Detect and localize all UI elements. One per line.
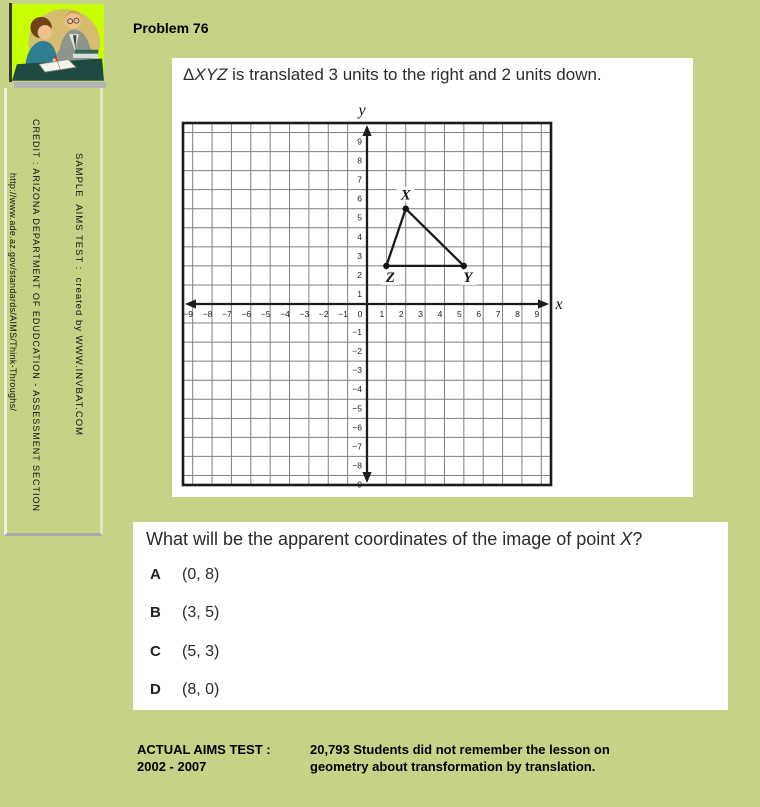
svg-text:−5: −5 xyxy=(260,309,271,319)
question-main: What will be the apparent coordinates of the image of point xyxy=(146,529,621,549)
students-illustration xyxy=(12,3,104,82)
svg-text:5: 5 xyxy=(357,212,362,223)
delta-symbol: Δ xyxy=(183,65,195,84)
choice-value: (0, 8) xyxy=(182,566,220,583)
svg-text:8: 8 xyxy=(357,155,362,166)
svg-text:−5: −5 xyxy=(352,403,362,414)
svg-text:1: 1 xyxy=(379,309,385,319)
footer-source-line1: ACTUAL AIMS TEST : xyxy=(137,742,271,757)
svg-text:−9: −9 xyxy=(352,479,362,490)
svg-text:1: 1 xyxy=(357,288,362,299)
choice-a[interactable] xyxy=(150,566,219,584)
svg-text:−3: −3 xyxy=(299,309,310,319)
svg-text:−1: −1 xyxy=(338,309,348,319)
svg-text:y: y xyxy=(358,102,366,119)
svg-text:X: X xyxy=(400,187,411,204)
svg-text:−6: −6 xyxy=(352,422,362,433)
svg-text:−2: −2 xyxy=(352,346,362,357)
svg-text:−3: −3 xyxy=(352,365,362,376)
svg-text:6: 6 xyxy=(476,309,482,319)
svg-text:−6: −6 xyxy=(241,309,252,319)
svg-text:0: 0 xyxy=(357,309,363,319)
footer-stat-line2: geometry about transformation by translation. xyxy=(310,759,596,774)
svg-text:9: 9 xyxy=(534,309,540,319)
question-suffix: ? xyxy=(632,529,643,549)
choice-value: (3, 5) xyxy=(182,604,220,621)
svg-text:−8: −8 xyxy=(352,460,362,471)
statement-rest: is translated 3 units to the right and 2 units down. xyxy=(227,65,602,84)
svg-text:Y: Y xyxy=(463,269,473,286)
svg-text:6: 6 xyxy=(357,193,362,204)
figure-panel xyxy=(172,58,693,497)
students-photo xyxy=(9,3,104,82)
choice-value: (8, 0) xyxy=(182,681,220,698)
svg-text:4: 4 xyxy=(357,231,362,242)
footer-source-line2: 2002 - 2007 xyxy=(137,759,207,774)
choice-c[interactable] xyxy=(150,643,219,661)
svg-text:−4: −4 xyxy=(280,309,290,319)
svg-text:−7: −7 xyxy=(352,441,362,452)
svg-text:x: x xyxy=(555,296,563,313)
footer-stat-line1: 20,793 Students did not remember the lesson on xyxy=(310,742,610,757)
choice-letter: A xyxy=(150,566,161,583)
source-url[interactable]: http://www.ade.az.gov/standards/AIMS/Think-Throughs/ xyxy=(8,173,18,412)
sample-test-credit: SAMPLE AIMS TEST : created by WWW.INVBAT.COM xyxy=(73,153,84,437)
credit-line: CREDIT : ARIZONA DEPARTMENT OF EDUDCATION - ASSESSMENT SECTION xyxy=(31,119,41,513)
svg-text:−2: −2 xyxy=(318,309,329,319)
choice-letter: D xyxy=(150,681,161,698)
credits-panel xyxy=(4,88,103,536)
svg-text:7: 7 xyxy=(495,309,501,319)
svg-text:−9: −9 xyxy=(183,309,194,319)
svg-text:5: 5 xyxy=(456,309,462,319)
choice-b[interactable] xyxy=(150,604,219,622)
choice-letter: C xyxy=(150,643,161,660)
svg-text:−8: −8 xyxy=(202,309,213,319)
page-title: Problem 76 xyxy=(133,20,209,36)
question-point-var: X xyxy=(620,529,633,549)
svg-text:3: 3 xyxy=(357,250,362,261)
choice-letter: B xyxy=(150,604,161,621)
question-text xyxy=(146,529,642,550)
problem-statement xyxy=(183,65,602,85)
coordinate-grid xyxy=(172,93,577,496)
svg-text:7: 7 xyxy=(357,174,362,185)
svg-text:−4: −4 xyxy=(352,384,362,395)
footer-source xyxy=(137,741,271,775)
choice-value: (5, 3) xyxy=(182,643,220,660)
question-panel xyxy=(133,522,728,710)
svg-text:−1: −1 xyxy=(352,327,362,338)
footer-stat xyxy=(310,741,610,775)
svg-text:2: 2 xyxy=(398,309,404,319)
svg-text:2: 2 xyxy=(357,269,362,280)
triangle-name: XYZ xyxy=(194,65,228,84)
svg-text:8: 8 xyxy=(515,309,520,319)
svg-text:−7: −7 xyxy=(222,309,232,319)
svg-text:9: 9 xyxy=(357,136,362,147)
svg-text:Z: Z xyxy=(385,269,395,286)
svg-text:3: 3 xyxy=(418,309,423,319)
svg-text:4: 4 xyxy=(437,309,443,319)
choice-d[interactable] xyxy=(150,681,219,699)
